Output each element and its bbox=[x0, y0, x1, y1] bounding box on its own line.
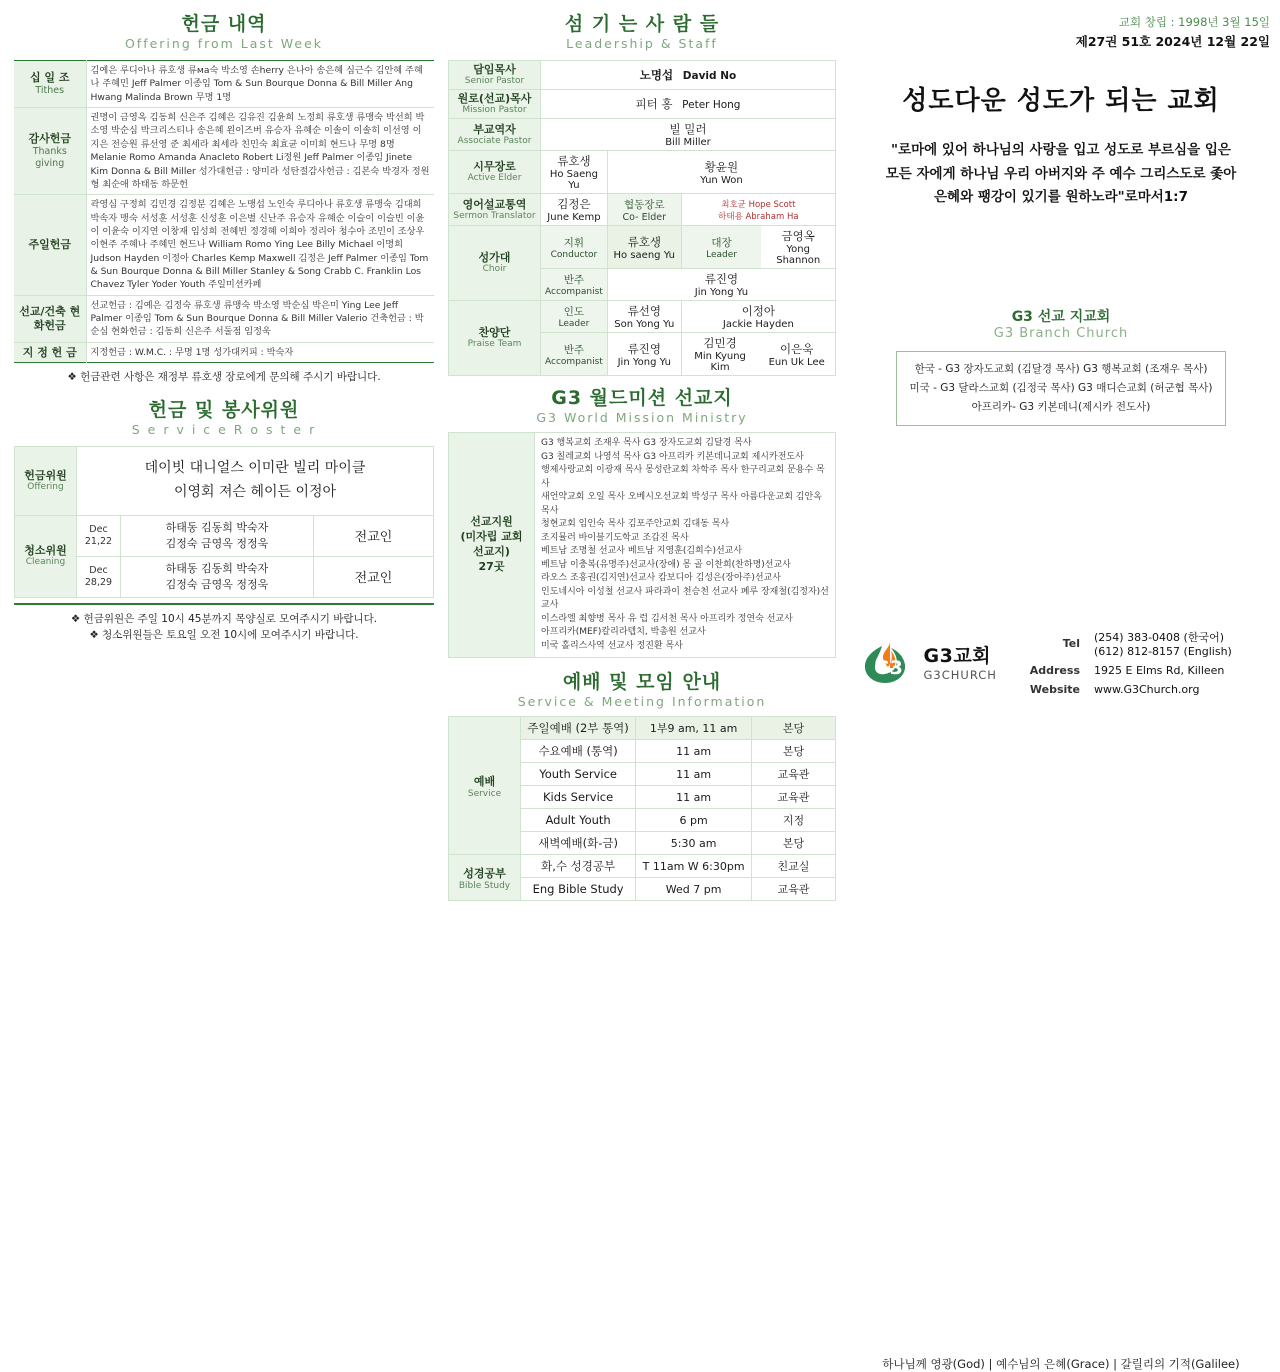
service-place: 교육관 bbox=[752, 786, 836, 809]
masthead-column bbox=[852, 14, 1270, 1371]
service-time: 11 am bbox=[636, 763, 752, 786]
service-time: 11 am bbox=[636, 786, 752, 809]
branch-title-ko: G3 선교 지교회 bbox=[1011, 308, 1111, 325]
praise-role: 인도 Leader bbox=[541, 301, 608, 333]
service-label: 예배 Service bbox=[449, 717, 521, 855]
issue-number: 제27권 51호 2024년 12월 22일 bbox=[1075, 34, 1270, 49]
praise-person: 김민경 Min Kyung Kim bbox=[694, 336, 746, 374]
service-name: Adult Youth bbox=[521, 809, 636, 832]
table-row bbox=[14, 61, 434, 108]
contact-key-website: Website bbox=[1029, 683, 1080, 696]
table-row bbox=[449, 90, 836, 119]
offering-section-title bbox=[14, 14, 434, 52]
contact-key-address: Address bbox=[1029, 664, 1080, 677]
roster-names: 하태동 김동희 박숙자 김정숙 금영옥 정정욱 bbox=[121, 556, 314, 597]
service-time: 6 pm bbox=[636, 809, 752, 832]
leadership-role-label: 영어설교통역 Sermon Translator bbox=[449, 194, 541, 226]
brand-text bbox=[924, 641, 997, 682]
offering-row-label: 선교/건축 현화헌금 bbox=[14, 295, 86, 342]
roster-note-2: ❖ 청소위원들은 토요일 오전 10시에 모여주시기 바랍니다. bbox=[89, 629, 359, 642]
offering-title-en: Offering from Last Week bbox=[124, 35, 324, 51]
svg-text:G3: G3 bbox=[874, 657, 903, 679]
founded-date: 교회 창립 : 1998년 3월 15일 bbox=[1118, 15, 1270, 29]
service-name: Kids Service bbox=[521, 786, 636, 809]
roster-table bbox=[14, 446, 434, 597]
church-logo bbox=[860, 638, 1020, 684]
praise-role: 반주 Accompanist bbox=[541, 333, 608, 376]
choir-label: 성가대 Choir bbox=[449, 226, 541, 301]
offering-row-names: 지정헌금 : W.M.C. : 무명 1명 성가대커피 : 박숙자 bbox=[86, 342, 434, 363]
service-name: 화,수 성경공부 bbox=[521, 855, 636, 878]
leadership-corole-person: 최호균 Hope Scott 하태용 Abraham Ha bbox=[681, 194, 835, 226]
branch-list: 한국 - G3 장자도교회 (김달경 목사) G3 행복교회 (조재우 목사) 미국 - G3 달라스교회 (김정국 목사) G3 매디슨교회 (허군협 목사) 아프리카- G3 키본데니(제시카 전도사) bbox=[896, 351, 1226, 426]
table-row bbox=[449, 194, 836, 226]
leadership-person: 류호생 Ho Saeng Yu bbox=[541, 151, 608, 194]
table-row bbox=[15, 515, 434, 556]
table-row bbox=[15, 447, 434, 516]
footer-motto: 하나님께 영광(God) | 예수님의 은혜(Grace) | 갈릴리의 기적(Galilee) bbox=[882, 1357, 1240, 1371]
mission-label: 선교지원 (미자립 교회 선교지) 27곳 bbox=[449, 433, 535, 658]
praise-person: 류진영 Jin Yong Yu bbox=[607, 333, 681, 376]
roster-notes bbox=[14, 611, 434, 645]
table-row bbox=[449, 61, 836, 90]
roster-note-1: ❖ 헌금위원은 주일 10시 45분까지 목양실로 모여주시기 바랍니다. bbox=[70, 612, 378, 625]
table-row bbox=[14, 195, 434, 295]
roster-section-title bbox=[14, 400, 434, 438]
praise-person: 류선영 Son Yong Yu bbox=[607, 301, 681, 333]
table-row bbox=[15, 556, 434, 597]
table-row bbox=[449, 433, 836, 658]
offering-row-label: 주일헌금 bbox=[14, 195, 86, 295]
table-row bbox=[1016, 661, 1272, 680]
offering-row-names: 곽영심 구정희 김민경 김정분 김혜은 노맹섭 노인숙 루디아나 류호생 류맹숙 김대희 박속자 맹숙 서성훈 서성훈 신성훈 이은별 신난주 유승자 유혜순 이슬이 이슬빈 이윤이 이윤숙 이지연 이창재 임성희 전혜빈 정경혜 이희아 정리아 청수아 조민이 조상우 이현주 주혜나 주혜민 현드나 William Romo Ying Lee Billy Michael 이명희 Judson Hayden 이정아 Charles Kemp Maxwell 김정은 Jeff Palmer 이종임 Tom & Sun Bourque Donna & Bill Miller Stanley & Song Crabb C. Franklin Los Chavez Tyler Yoder Youth 주일미션카페 bbox=[86, 195, 434, 295]
choir-leader-person: 금영옥 Yong Shannon bbox=[776, 229, 821, 267]
roster-date: Dec 28,29 bbox=[77, 556, 121, 597]
leadership-corole-label: 협동장로 Co- Elder bbox=[607, 194, 681, 226]
table-row bbox=[1016, 626, 1272, 661]
contact-value-website[interactable]: www.G3Church.org bbox=[1094, 683, 1200, 696]
table-row bbox=[14, 342, 434, 363]
service-table bbox=[448, 716, 836, 901]
service-place: 본당 bbox=[752, 832, 836, 855]
offering-row-label: 지 정 헌 금 bbox=[14, 342, 86, 363]
leadership-role-label: 부교역자 Associate Pastor bbox=[449, 119, 541, 151]
service-name: Eng Bible Study bbox=[521, 878, 636, 901]
roster-all: 전교인 bbox=[314, 556, 434, 597]
choir-person: 류호생 Ho saeng Yu bbox=[607, 226, 681, 269]
choir-leader-cell bbox=[681, 226, 835, 269]
contact-value-tel: (254) 383-0408 (한국어) (612) 812-8157 (English) bbox=[1094, 631, 1232, 658]
service-name: Youth Service bbox=[521, 763, 636, 786]
leadership-title-ko: 섬 기 는 사 람 들 bbox=[564, 13, 720, 35]
praise-person: 이정아 Jackie Hayden bbox=[681, 301, 835, 333]
table-row bbox=[14, 295, 434, 342]
leadership-role-label: 시무장로 Active Elder bbox=[449, 151, 541, 194]
page-title: 성도다운 성도가 되는 교회 bbox=[902, 86, 1220, 116]
roster-offering-label: 헌금위원 Offering bbox=[15, 447, 77, 516]
praise-person-pair bbox=[681, 333, 835, 376]
contact-key-tel: Tel bbox=[1062, 637, 1080, 650]
service-place: 교육관 bbox=[752, 878, 836, 901]
praise-person: 이은욱 Eun Uk Lee bbox=[768, 341, 825, 368]
offering-note: ❖ 헌금관련 사항은 재정부 류호생 장로에게 문의해 주시기 바랍니다. bbox=[67, 371, 381, 384]
service-time: 11 am bbox=[636, 740, 752, 763]
leadership-person: 김정은 June Kemp bbox=[541, 194, 608, 226]
mission-section-title bbox=[448, 388, 836, 426]
service-name: 수요예배 (통역) bbox=[521, 740, 636, 763]
offering-column bbox=[14, 14, 434, 644]
offering-table bbox=[14, 60, 434, 363]
offering-row-names: 김예은 루디아나 류호생 류ма숙 박소영 손herry 은나아 송은혜 심근수 김안혜 주혜나 주혜민 Jeff Palmer 이종임 Tom & Sun Bourque Donna & Bill Miller Ang Hwang Malinda Brown 무명 1명 bbox=[90, 65, 423, 103]
offering-row-label: 십 일 조 Tithes bbox=[14, 61, 86, 108]
contact-value-address: 1925 E Elms Rd, Killeen bbox=[1094, 664, 1225, 677]
choir-leader-role: 대장 Leader bbox=[682, 226, 762, 268]
mission-list: G3 행복교회 조재우 목사 G3 장자도교회 김달경 목사 G3 칠레교회 나영석 목사 G3 아프리카 키본데니교회 제시카전도사 행제사랑교회 이광재 목사 몽성란교회 차학주 목사 한구리교회 문용수 목사 새언약교회 오일 목사 오베시오선교회 박성구 목사 아름다운교회 김안옥 목사 청현교회 임인숙 목사 김포주안교회 김대동 목사 조지뮬러 바이블기도학교 조갑진 목사 베트남 조명철 선교사 베트남 지영훈(김희수)선교사 베트남 이충복(유명주)선교사(장애) 몽 골 이찬희(찬하명)선교사 라오스 조홍권(김지연)선교사 캄보디아 김성은(장아주)선교사 인도네시아 이성철 선교사 파라과이 천승천 선교사 폐루 장재철(김정자)선교사 이스라엘 최향병 목사 유 럽 김서천 목사 아프리카 정연숙 선교사 아프리카(MEF)칼리라텝치, 박총원 선교사 미국 홀리스사역 선교사 정진환 목사 bbox=[535, 433, 836, 658]
table-row bbox=[449, 717, 836, 740]
leadership-person: 노명섭 David No bbox=[541, 61, 836, 90]
table-row bbox=[1016, 680, 1272, 699]
brand-name-ko: G3교회 bbox=[923, 644, 992, 667]
divider bbox=[14, 603, 434, 605]
brand-name-en: G3CHURCH bbox=[923, 667, 997, 682]
service-place: 교육관 bbox=[752, 763, 836, 786]
service-name: 새벽예배(화-금) bbox=[521, 832, 636, 855]
roster-title-en: S e r v i c e R o s t e r bbox=[131, 422, 317, 438]
offering-row-names: 권명이 금영옥 김동희 신은주 김혜은 김유진 김윤희 노정희 류호생 류맹숙 박선희 박소영 박순심 박크리스티나 송은혜 왼이즈버 유승자 유혜순 이솔이 이솔히 이선영 이지은 전승원 류선영 준 최세라 최세라 친민숙 최효균 이미희 현드나 무명 8명 Melanie Romo Amanda Anacleto Robert Li정원 Jeff Palmer 이종임 Jinete Kim Donna & Bill Miller 성가대헌금 : 양미라 성탄절감사헌금 : 김본숙 박경자 정원형 최순애 하태동 하문헌 bbox=[86, 108, 434, 195]
mission-title-ko: G3 월드미션 선교지 bbox=[551, 387, 733, 410]
roster-title-ko: 헌금 및 봉사위원 bbox=[148, 399, 300, 422]
bible-verse: "로마에 있어 하나님의 사랑을 입고 성도로 부르심을 입은 모든 자에게 하나님 우리 아버지와 주 예수 그리스도로 좇아 은혜와 팽강이 있기를 원하노라"로마서1:7 bbox=[885, 142, 1237, 206]
table-row bbox=[449, 226, 836, 269]
service-time: T 11am W 6:30pm bbox=[636, 855, 752, 878]
leadership-table bbox=[448, 60, 836, 376]
mission-title-en: G3 World Mission Ministry bbox=[536, 409, 748, 425]
leadership-title-en: Leadership & Staff bbox=[566, 35, 718, 51]
service-title-en: Service & Meeting Information bbox=[517, 694, 767, 709]
service-section-title bbox=[448, 672, 836, 710]
service-place: 지정 bbox=[752, 809, 836, 832]
service-place: 본당 bbox=[752, 717, 836, 740]
leadership-column bbox=[448, 14, 836, 901]
service-time: 5:30 am bbox=[636, 832, 752, 855]
table-row bbox=[449, 855, 836, 878]
roster-date: Dec 21,22 bbox=[77, 515, 121, 556]
leadership-section-title bbox=[448, 14, 836, 52]
table-row bbox=[14, 108, 434, 195]
service-place: 본당 bbox=[752, 740, 836, 763]
praise-label: 찬양단 Praise Team bbox=[449, 301, 541, 376]
leadership-person: 빌 밀러 Bill Miller bbox=[541, 119, 836, 151]
table-row bbox=[449, 151, 836, 194]
branch-title-en: G3 Branch Church bbox=[993, 325, 1129, 341]
service-title-ko: 예배 및 모임 안내 bbox=[562, 671, 722, 694]
g3-logo-icon bbox=[860, 638, 912, 684]
leadership-person: 황윤원 Yun Won bbox=[607, 151, 835, 194]
choir-person: 류진영 Jin Yong Yu bbox=[607, 269, 835, 301]
contact-table bbox=[1016, 626, 1272, 699]
leadership-role-label: 원로(선교)목사 Mission Pastor bbox=[449, 90, 541, 119]
roster-offering-names: 데이빗 대니얼스 이미란 빌리 마이클 이영회 져슨 헤이든 이정아 bbox=[77, 447, 434, 516]
service-time: Wed 7 pm bbox=[636, 878, 752, 901]
bible-study-label: 성경공부 Bible Study bbox=[449, 855, 521, 901]
mission-table bbox=[448, 432, 836, 658]
service-time: 1부9 am, 11 am bbox=[636, 717, 752, 740]
roster-names: 하태동 김동희 박숙자 김정숙 금영옥 정정욱 bbox=[121, 515, 314, 556]
offering-row-names: 선교헌금 : 김예은 김정숙 류호생 류맹숙 박소영 박순심 박은미 Ying Lee Jeff Palmer 이종임 Tom & Sun Bourque Donna & Bill Miller Valerio 건축헌금 : 박순심 현화헌금 : 김동희 신은주 서둘점 임정욱 bbox=[86, 295, 434, 342]
offering-row-label: 감사헌금 Thanks giving bbox=[14, 108, 86, 195]
roster-all: 전교인 bbox=[314, 515, 434, 556]
table-row bbox=[449, 301, 836, 333]
branch-section-title bbox=[852, 306, 1270, 341]
choir-role: 반주 Accompanist bbox=[541, 269, 608, 301]
leadership-person: 피터 홍 Peter Hong bbox=[541, 90, 836, 119]
table-row bbox=[449, 119, 836, 151]
service-place: 친교실 bbox=[752, 855, 836, 878]
leadership-role-label: 담임목사 Senior Pastor bbox=[449, 61, 541, 90]
offering-title-ko: 헌금 내역 bbox=[181, 13, 267, 35]
roster-cleaning-label: 청소위원 Cleaning bbox=[15, 515, 77, 597]
choir-role: 지휘 Conductor bbox=[541, 226, 608, 269]
service-name: 주일예배 (2부 통역) bbox=[521, 717, 636, 740]
